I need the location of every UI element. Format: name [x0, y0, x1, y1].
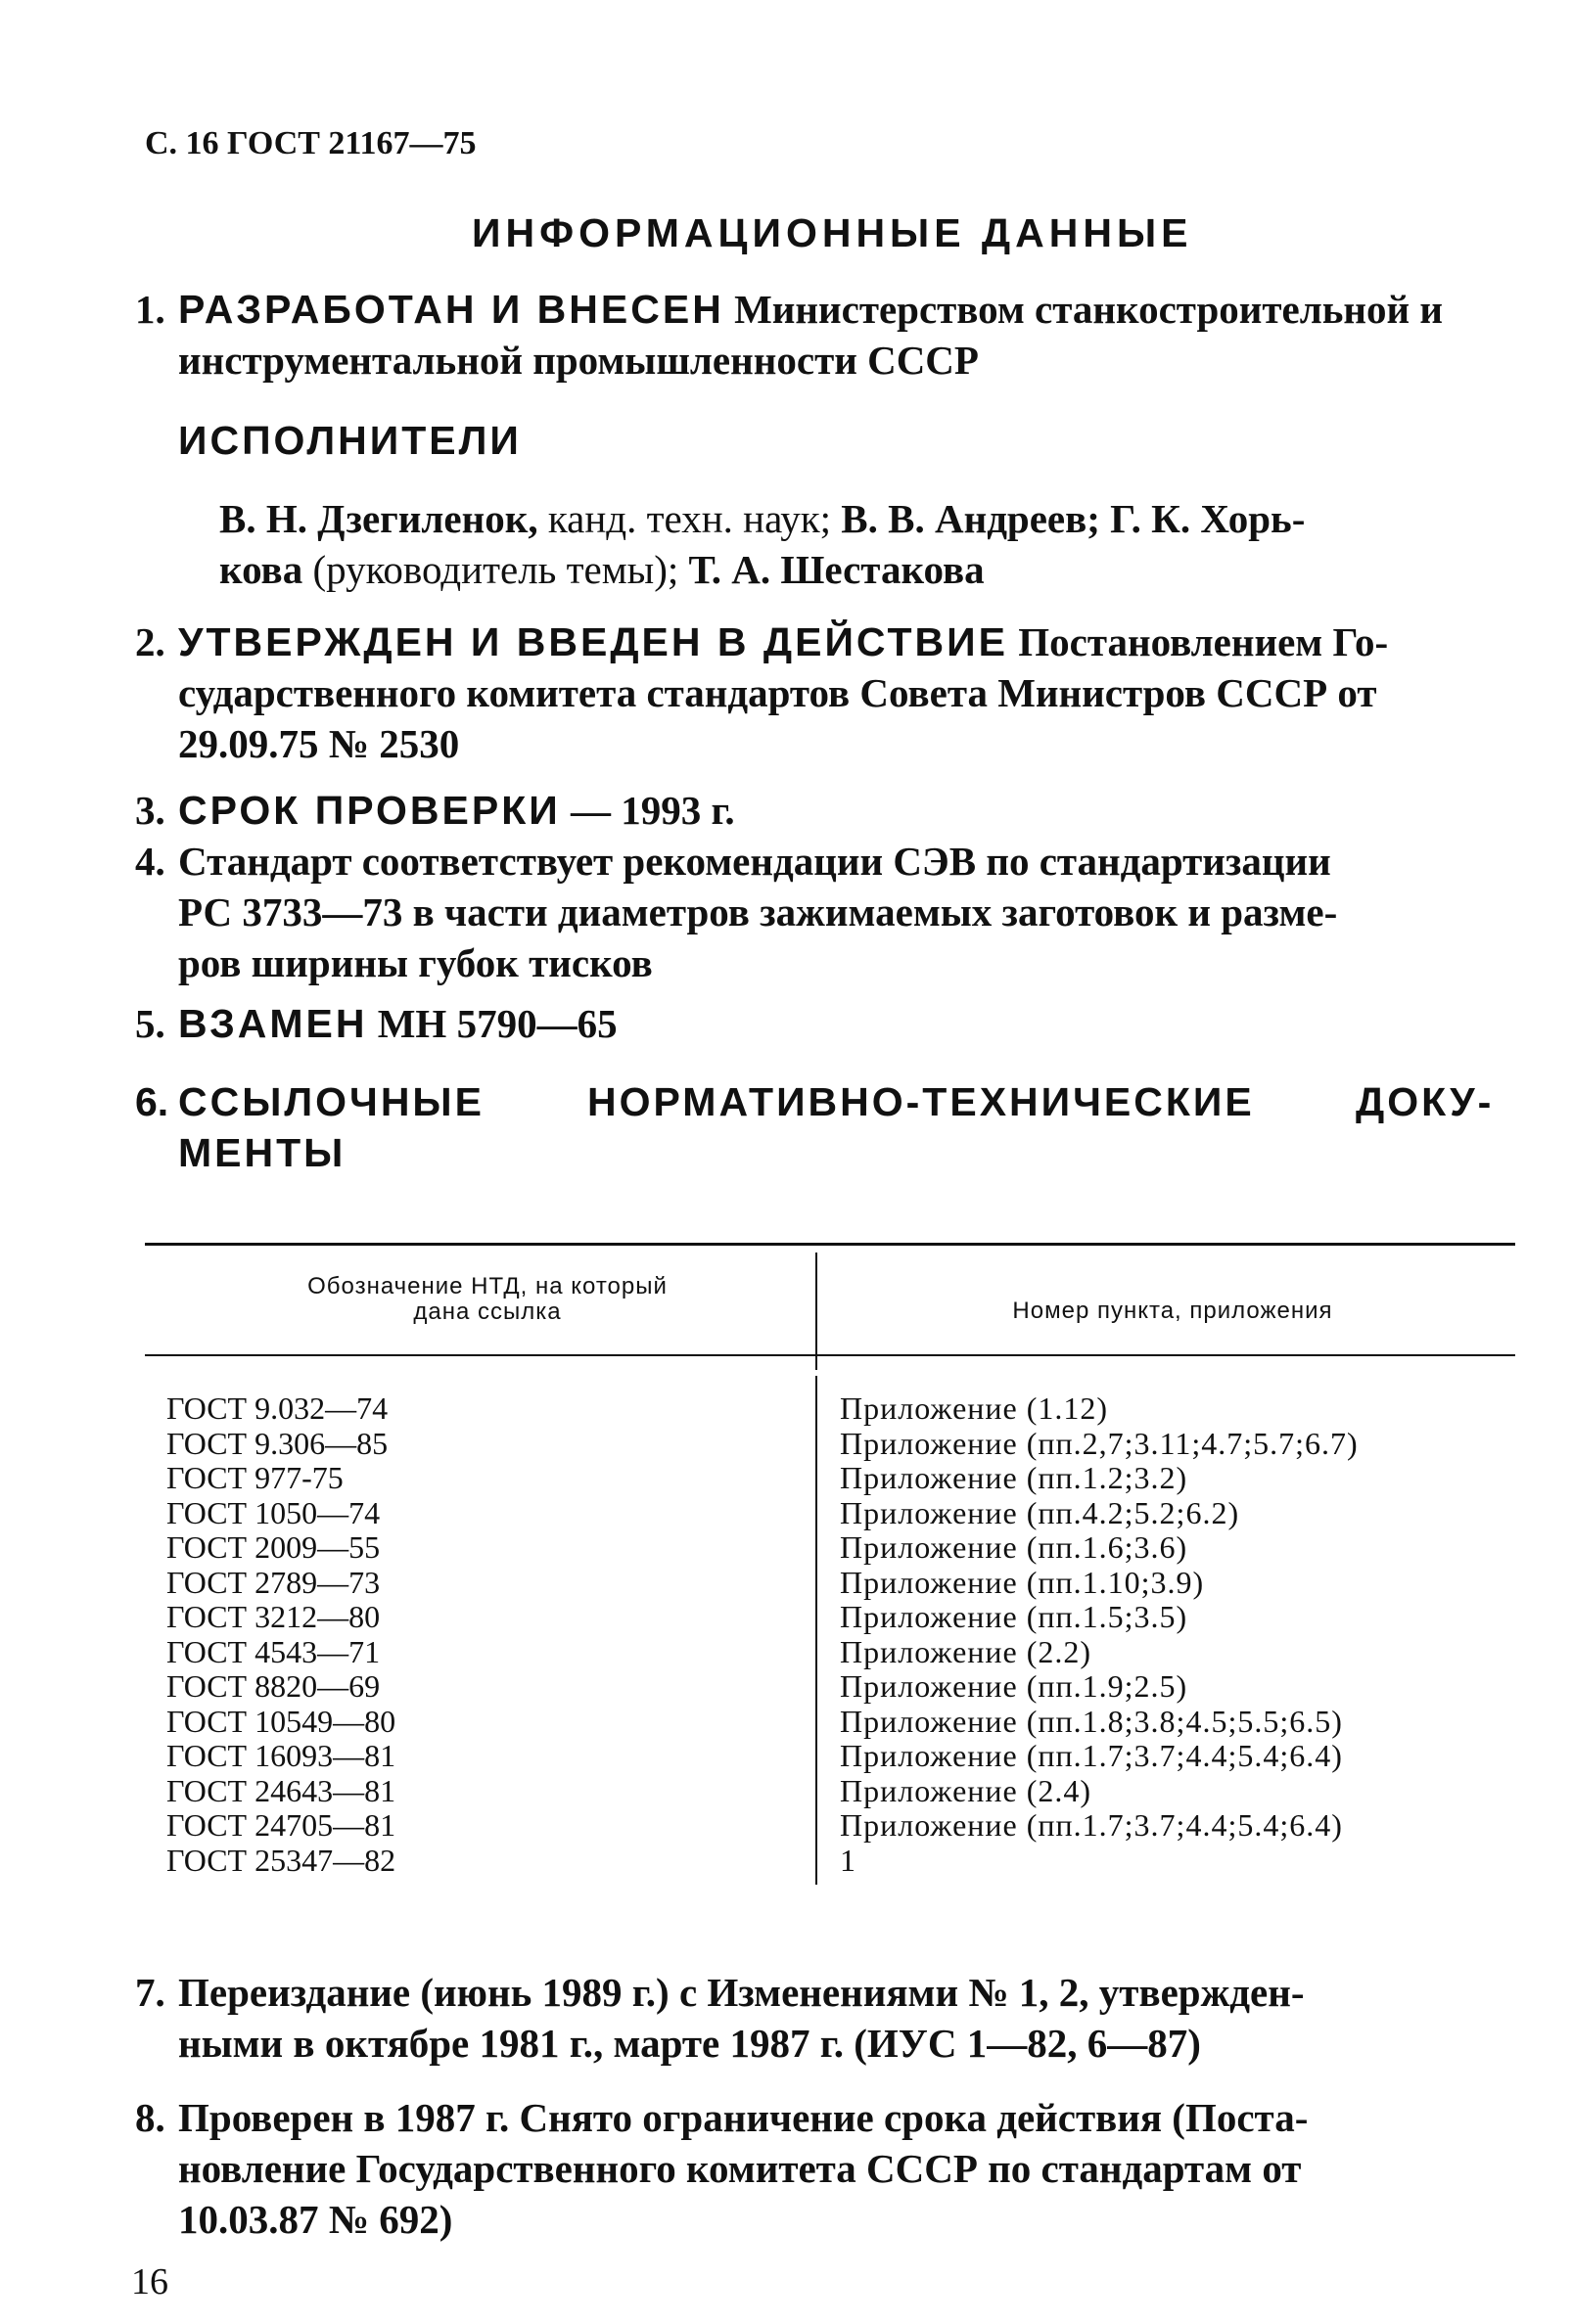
section-8-text-3: 10.03.87 № 692) [178, 2197, 453, 2242]
table-row-doc: ГОСТ 2789—73 [166, 1564, 381, 1600]
table-row-doc: ГОСТ 9.032—74 [166, 1390, 389, 1426]
section-4 [135, 836, 1337, 988]
page-title: ИНФОРМАЦИОННЫЕ ДАННЫЕ [472, 210, 1193, 255]
section-4-text-2: РС 3733—73 в части диаметров зажимаемых заготовок и разме- [178, 889, 1338, 934]
section-6 [135, 1076, 485, 1127]
section-3-caps: СРОК ПРОВЕРКИ [178, 788, 561, 833]
table-row-doc: ГОСТ 2009—55 [166, 1529, 381, 1565]
executors-heading: ИСПОЛНИТЕЛИ [178, 418, 522, 463]
section-4-text-1: Стандарт соответствует рекомендации СЭВ по стандартизации [178, 839, 1331, 884]
table-row-ref: Приложение (пп.1.2;3.2) [840, 1460, 1188, 1495]
table-row-ref: Приложение (пп.1.7;3.7;4.4;5.4;6.4) [840, 1738, 1343, 1773]
table-row-ref: 1 [840, 1842, 856, 1878]
section-3 [135, 785, 735, 836]
table-header-left [223, 1274, 752, 1325]
executor-3-name-end: кова [219, 547, 303, 592]
table-header-divider [815, 1253, 817, 1370]
section-4-number: 4. [135, 839, 165, 884]
table-row-ref: Приложение (пп.1.10;3.9) [840, 1564, 1205, 1600]
table-header-left-line-2: дана ссылка [413, 1299, 562, 1325]
table-header-left-line-1: Обозначение НТД, на который [307, 1273, 668, 1299]
section-6-number: 6. [135, 1079, 169, 1124]
table-row-doc: ГОСТ 9.306—85 [166, 1425, 389, 1461]
table-row-ref: Приложение (пп.1.7;3.7;4.4;5.4;6.4) [840, 1807, 1343, 1843]
table-ref-column [840, 1391, 1359, 1878]
table-row-doc: ГОСТ 1050—74 [166, 1494, 381, 1530]
section-5-number: 5. [135, 1001, 165, 1046]
section-1-text-2: инструментальной промышленности СССР [178, 338, 979, 383]
section-2-text-1: Постановлением Го- [1018, 619, 1389, 664]
section-1 [135, 284, 1443, 386]
section-7-number: 7. [135, 1970, 165, 2015]
executors-list [219, 493, 1305, 595]
table-row-ref: Приложение (пп.1.6;3.6) [840, 1529, 1188, 1565]
table-header-right: Номер пункта, приложения [1012, 1298, 1333, 1324]
section-2-caps: УТВЕРЖДЕН И ВВЕДЕН В ДЕЙСТВИЕ [178, 619, 1008, 664]
section-5-text: МН 5790—65 [367, 1001, 618, 1046]
section-6-line-2: МЕНТЫ [178, 1130, 347, 1175]
executor-1-name: В. Н. Дзегиленок, [219, 496, 538, 541]
table-row-doc: ГОСТ 10549—80 [166, 1703, 396, 1739]
table-row-doc: ГОСТ 24643—81 [166, 1772, 396, 1808]
section-2-number: 2. [135, 619, 165, 664]
table-row-doc: ГОСТ 8820—69 [166, 1668, 381, 1704]
reference-table [145, 1243, 1515, 1908]
executor-4-name: Т. А. Шестакова [688, 547, 985, 592]
section-2-text-2: сударственного комитета стандартов Совета Министров СССР от [178, 670, 1377, 715]
table-doc-column [166, 1391, 395, 1878]
table-row-ref: Приложение (пп.1.9;2.5) [840, 1668, 1188, 1704]
table-row-ref: Приложение (пп.4.2;5.2;6.2) [840, 1494, 1240, 1530]
table-row-ref: Приложение (пп.2,7;3.11;4.7;5.7;6.7) [840, 1425, 1359, 1461]
table-row-ref: Приложение (2.4) [840, 1772, 1092, 1808]
section-5 [135, 998, 618, 1049]
section-6-word-2: НОРМАТИВНО-ТЕХНИЧЕСКИЕ [587, 1079, 1255, 1124]
table-row-doc: ГОСТ 16093—81 [166, 1738, 396, 1773]
table-row-ref: Приложение (2.2) [840, 1633, 1092, 1669]
section-8-number: 8. [135, 2095, 165, 2140]
section-1-caps: РАЗРАБОТАН И ВНЕСЕН [178, 287, 724, 332]
table-header-rule [145, 1354, 1515, 1356]
table-row-doc: ГОСТ 977-75 [166, 1460, 344, 1495]
table-row-ref: Приложение (пп.1.8;3.8;4.5;5.5;6.5) [840, 1703, 1343, 1739]
executor-2-3-names: В. В. Андреев; Г. К. Хорь- [841, 496, 1306, 541]
table-row-ref: Приложение (1.12) [840, 1390, 1109, 1426]
section-7-text-1: Переиздание (июнь 1989 г.) с Изменениями № 1, 2, утвержден- [178, 1970, 1305, 2015]
table-row-doc: ГОСТ 25347—82 [166, 1842, 396, 1878]
section-3-text: — 1993 г. [560, 788, 735, 833]
table-body-divider [815, 1376, 817, 1885]
executor-3-role: (руководитель темы); [312, 547, 679, 592]
table-row-doc: ГОСТ 3212—80 [166, 1599, 381, 1634]
section-5-caps: ВЗАМЕН [178, 1001, 368, 1046]
section-4-text-3: ров ширины губок тисков [178, 940, 653, 985]
page-number: 16 [131, 2261, 168, 2302]
section-3-number: 3. [135, 788, 165, 833]
table-row-ref: Приложение (пп.1.5;3.5) [840, 1599, 1188, 1634]
section-8-text-2: новление Государственного комитета СССР по стандартам от [178, 2146, 1302, 2191]
executor-1-title: канд. техн. наук; [547, 496, 832, 541]
table-row-doc: ГОСТ 4543—71 [166, 1633, 381, 1669]
section-2 [135, 616, 1388, 769]
section-7-text-2: ными в октябре 1981 г., марте 1987 г. (ИУС 1—82, 6—87) [178, 2021, 1201, 2066]
section-2-text-3: 29.09.75 № 2530 [178, 721, 460, 766]
table-top-rule [145, 1243, 1515, 1246]
section-6-word-3: ДОКУ- [1356, 1079, 1495, 1124]
section-1-number: 1. [135, 287, 165, 332]
section-8 [135, 2092, 1308, 2245]
running-header: С. 16 ГОСТ 21167—75 [145, 125, 477, 161]
section-1-text-1: Министерством станкостроительной и [734, 287, 1444, 332]
section-8-text-1: Проверен в 1987 г. Снято ограничение срока действия (Поста- [178, 2095, 1309, 2140]
section-7 [135, 1967, 1305, 2069]
table-row-doc: ГОСТ 24705—81 [166, 1807, 396, 1843]
section-6-word-1: ССЫЛОЧНЫЕ [178, 1079, 485, 1124]
